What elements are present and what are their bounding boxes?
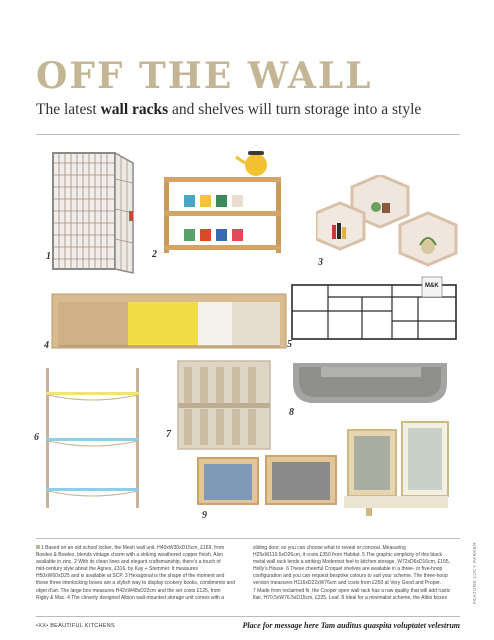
photo-number-7: 7 (166, 429, 171, 440)
photo-credit: FEATURE LUCY PARKER (472, 542, 477, 604)
photo-2-wood-shelf (152, 149, 288, 262)
caption-marker-icon (36, 545, 40, 549)
caption-column-2: sliding door, so you can choose what to reveal or conceal. Measuring H25xW110.5xD26cm, it costs £350 from Habitat. 5 The graphic simplicity of this black metal wall rack lends a striking Modernist feel to kitchen storage, W72xD6xD16cm, £155, Holly's House. 6 These cheerful Croquet shelves are available in a three- or five-hoop configuration and you can request bespoke colours to suit your scheme. The three-hoop version measures H116xD22xW76cm and costs from £250 at Very Good and Proper. 7 Made from reclaimed fir, the Cooper open wall rack has a raw quality that will add rustic flair, H70.5xW76.5xD15cm, £225, Loaf. 8 Ideal for a minimalist scheme, the Albio boxes (253, 545, 451, 601)
photo-6-hoop-shelves (32, 362, 150, 512)
captions-rule (36, 538, 460, 539)
photo-3-hexagon-shelves (316, 175, 466, 267)
footer (36, 620, 460, 632)
photo-number-8: 8 (289, 407, 294, 418)
captions (36, 545, 460, 616)
photo-number-9: 9 (202, 510, 207, 521)
footer-rule (36, 616, 460, 617)
photo-4-sliding-box (44, 290, 288, 351)
photo-number-1: 1 (46, 251, 51, 262)
photo-number-5: 5 (287, 339, 292, 350)
standfirst: The latest wall racks and shelves will turn storage into a style (36, 101, 422, 118)
photo-number-2: 2 (152, 249, 157, 260)
photo-number-6: 6 (34, 432, 39, 443)
page-folio: •XX• BEAUTIFUL KITCHENS (36, 623, 116, 629)
placeholder-message: Place for message here Tam auditus quaspita voluptatet velestrum (242, 621, 460, 630)
photo-number-3: 3 (318, 257, 323, 268)
svg-text:M&K: M&K (425, 283, 439, 289)
photo-1-mesh-locker (44, 149, 139, 277)
photo-number-4: 4 (44, 340, 49, 351)
photo-5-metal-rack (287, 275, 460, 350)
caption-column-1: 1 Based on an old school locker, the Mesh wall unit, H40xW30xD15cm, £169, from Bowles & Bowles, blends vintage charm with a striking weathered copper finish. Also available in zinc. 2 With its clean lines and elegant craftsmanship, there's a touch of mid-century style about the Agnes, £316, by Kay + Stemmer. It measures H50xW60xD25 and is available at SCP. 3 Hexagonal is the shape of the moment and these three interlocking boxes are a stylish way to display cookery books, condiments and objet d'art. The large box measures H42xW48xD22cm and the set costs £125, from Rigby & Mac. 4 The cleverly designed Albion wall-mounted storage unit comes with a (36, 545, 235, 601)
top-rule (36, 134, 460, 135)
photo-9-box-shelves (196, 418, 460, 528)
photo-8-grey-shelf (285, 357, 455, 417)
headline: OFF THE WALL (36, 55, 373, 97)
